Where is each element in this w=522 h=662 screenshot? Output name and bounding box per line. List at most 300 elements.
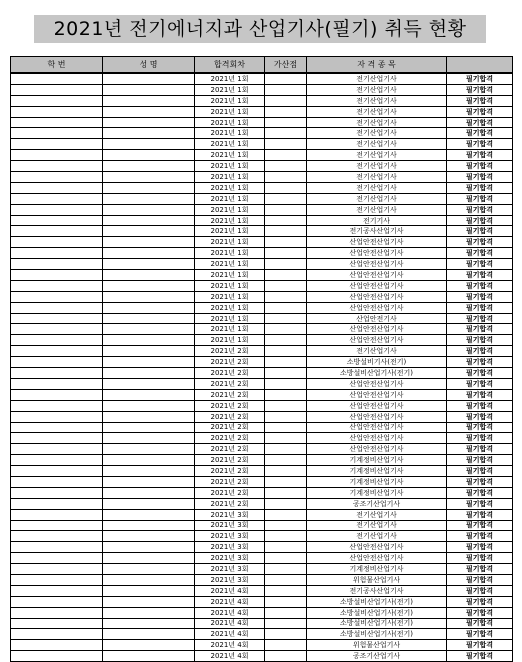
- status-cell: 필기합격: [447, 204, 513, 215]
- round-cell: 2021년 1회: [195, 324, 265, 335]
- name-cell: [103, 161, 195, 172]
- name-cell: [103, 324, 195, 335]
- status-cell: 필기합격: [447, 509, 513, 520]
- status-cell: 필기합격: [447, 248, 513, 259]
- bonus-cell: [265, 291, 307, 302]
- qualification-cell: 위험물산업기사: [307, 574, 447, 585]
- bonus-cell: [265, 422, 307, 433]
- qualification-cell: 공조기산업기사: [307, 651, 447, 662]
- status-cell: 필기합격: [447, 553, 513, 564]
- status-cell: 필기합격: [447, 378, 513, 389]
- qualification-cell: 기계정비산업기사: [307, 476, 447, 487]
- name-cell: [103, 150, 195, 161]
- status-cell: 필기합격: [447, 117, 513, 128]
- name-cell: [103, 389, 195, 400]
- bonus-cell: [265, 607, 307, 618]
- round-cell: 2021년 1회: [195, 335, 265, 346]
- student-id-cell: [11, 618, 103, 629]
- qualification-cell: 산업안전산업기사: [307, 248, 447, 259]
- student-id-cell: [11, 193, 103, 204]
- qualification-cell: 산업안전산업기사: [307, 335, 447, 346]
- bonus-cell: [265, 161, 307, 172]
- student-id-cell: [11, 150, 103, 161]
- student-id-cell: [11, 128, 103, 139]
- table-row: [11, 128, 513, 139]
- bonus-cell: [265, 182, 307, 193]
- bonus-cell: [265, 346, 307, 357]
- qualification-cell: 전기산업기사: [307, 182, 447, 193]
- round-cell: 2021년 4회: [195, 618, 265, 629]
- table-row: [11, 193, 513, 204]
- qualification-cell: 산업안전산업기사: [307, 324, 447, 335]
- bonus-cell: [265, 226, 307, 237]
- table-row: [11, 585, 513, 596]
- student-id-cell: [11, 324, 103, 335]
- round-cell: 2021년 1회: [195, 117, 265, 128]
- student-id-cell: [11, 411, 103, 422]
- qualification-cell: 전기산업기사: [307, 95, 447, 106]
- bonus-cell: [265, 487, 307, 498]
- bonus-cell: [265, 324, 307, 335]
- bonus-cell: [265, 520, 307, 531]
- student-id-cell: [11, 509, 103, 520]
- round-cell: 2021년 1회: [195, 248, 265, 259]
- table-row: [11, 150, 513, 161]
- table-row: [11, 161, 513, 172]
- qualification-cell: 소방설비산업기사(전기): [307, 629, 447, 640]
- bonus-cell: [265, 106, 307, 117]
- status-cell: 필기합격: [447, 574, 513, 585]
- bonus-cell: [265, 313, 307, 324]
- bonus-cell: [265, 172, 307, 183]
- round-cell: 2021년 1회: [195, 84, 265, 95]
- header-qualification: 자 격 종 목: [307, 57, 447, 74]
- name-cell: [103, 302, 195, 313]
- bonus-cell: [265, 455, 307, 466]
- qualification-cell: 위험물산업기사: [307, 640, 447, 651]
- name-cell: [103, 368, 195, 379]
- name-cell: [103, 564, 195, 575]
- status-cell: 필기합격: [447, 422, 513, 433]
- header-status: [447, 57, 513, 74]
- status-cell: 필기합격: [447, 161, 513, 172]
- round-cell: 2021년 4회: [195, 651, 265, 662]
- qualification-cell: 산업안전산업기사: [307, 378, 447, 389]
- bonus-cell: [265, 302, 307, 313]
- status-cell: 필기합격: [447, 280, 513, 291]
- round-cell: 2021년 2회: [195, 444, 265, 455]
- name-cell: [103, 204, 195, 215]
- qualification-cell: 소방설비산업기사(전기): [307, 368, 447, 379]
- round-cell: 2021년 1회: [195, 106, 265, 117]
- table-row: [11, 607, 513, 618]
- round-cell: 2021년 1회: [195, 161, 265, 172]
- student-id-cell: [11, 466, 103, 477]
- bonus-cell: [265, 466, 307, 477]
- bonus-cell: [265, 531, 307, 542]
- name-cell: [103, 84, 195, 95]
- status-cell: 필기합격: [447, 139, 513, 150]
- bonus-cell: [265, 596, 307, 607]
- status-cell: 필기합격: [447, 84, 513, 95]
- name-cell: [103, 422, 195, 433]
- qualification-cell: 산업안전산업기사: [307, 422, 447, 433]
- bonus-cell: [265, 411, 307, 422]
- status-cell: 필기합격: [447, 455, 513, 466]
- student-id-cell: [11, 106, 103, 117]
- name-cell: [103, 313, 195, 324]
- status-cell: 필기합격: [447, 607, 513, 618]
- qualification-cell: 전기산업기사: [307, 106, 447, 117]
- qualification-cell: 산업안전산업기사: [307, 542, 447, 553]
- header-student-id: 학 번: [11, 57, 103, 74]
- qualification-cell: 산업안전산업기사: [307, 411, 447, 422]
- round-cell: 2021년 1회: [195, 128, 265, 139]
- table-row: [11, 357, 513, 368]
- name-cell: [103, 357, 195, 368]
- table-row: [11, 596, 513, 607]
- header-name: 성 명: [103, 57, 195, 74]
- round-cell: 2021년 1회: [195, 302, 265, 313]
- round-cell: 2021년 1회: [195, 204, 265, 215]
- name-cell: [103, 117, 195, 128]
- status-cell: 필기합격: [447, 476, 513, 487]
- qualification-cell: 기계정비산업기사: [307, 487, 447, 498]
- table-row: [11, 531, 513, 542]
- name-cell: [103, 509, 195, 520]
- bonus-cell: [265, 618, 307, 629]
- student-id-cell: [11, 629, 103, 640]
- name-cell: [103, 487, 195, 498]
- student-id-cell: [11, 346, 103, 357]
- status-cell: 필기합격: [447, 433, 513, 444]
- status-cell: 필기합격: [447, 651, 513, 662]
- qualification-cell: 전기산업기사: [307, 73, 447, 84]
- student-id-cell: [11, 542, 103, 553]
- bonus-cell: [265, 259, 307, 270]
- status-cell: 필기합격: [447, 324, 513, 335]
- student-id-cell: [11, 84, 103, 95]
- qualification-cell: 전기산업기사: [307, 117, 447, 128]
- status-cell: 필기합격: [447, 313, 513, 324]
- round-cell: 2021년 2회: [195, 466, 265, 477]
- table-row: [11, 618, 513, 629]
- qualification-cell: 소방설비기사(전기): [307, 357, 447, 368]
- name-cell: [103, 411, 195, 422]
- round-cell: 2021년 3회: [195, 574, 265, 585]
- qualification-cell: 전기산업기사: [307, 150, 447, 161]
- bonus-cell: [265, 84, 307, 95]
- round-cell: 2021년 2회: [195, 422, 265, 433]
- name-cell: [103, 226, 195, 237]
- qualification-cell: 소방설비산업기사(전기): [307, 596, 447, 607]
- table-row: [11, 444, 513, 455]
- round-cell: 2021년 2회: [195, 346, 265, 357]
- round-cell: 2021년 3회: [195, 509, 265, 520]
- table-row: [11, 324, 513, 335]
- qualification-cell: 산업안전산업기사: [307, 291, 447, 302]
- round-cell: 2021년 1회: [195, 193, 265, 204]
- round-cell: 2021년 1회: [195, 280, 265, 291]
- qualification-cell: 산업안전산업기사: [307, 433, 447, 444]
- status-cell: 필기합격: [447, 618, 513, 629]
- name-cell: [103, 466, 195, 477]
- table-row: [11, 520, 513, 531]
- name-cell: [103, 455, 195, 466]
- student-id-cell: [11, 182, 103, 193]
- table-row: [11, 346, 513, 357]
- table-row: [11, 117, 513, 128]
- table-row: [11, 73, 513, 84]
- qualification-cell: 전기산업기사: [307, 139, 447, 150]
- qualification-cell: 소방설비산업기사(전기): [307, 618, 447, 629]
- student-id-cell: [11, 161, 103, 172]
- table-row: [11, 95, 513, 106]
- name-cell: [103, 346, 195, 357]
- bonus-cell: [265, 237, 307, 248]
- student-id-cell: [11, 204, 103, 215]
- bonus-cell: [265, 629, 307, 640]
- bonus-cell: [265, 357, 307, 368]
- bonus-cell: [265, 139, 307, 150]
- round-cell: 2021년 4회: [195, 596, 265, 607]
- name-cell: [103, 433, 195, 444]
- name-cell: [103, 95, 195, 106]
- student-id-cell: [11, 302, 103, 313]
- bonus-cell: [265, 73, 307, 84]
- table-row: [11, 84, 513, 95]
- name-cell: [103, 498, 195, 509]
- table-row: [11, 466, 513, 477]
- qualification-cell: 전기산업기사: [307, 128, 447, 139]
- name-cell: [103, 444, 195, 455]
- qualification-cell: 기계정비산업기사: [307, 455, 447, 466]
- table-row: [11, 368, 513, 379]
- status-cell: 필기합격: [447, 128, 513, 139]
- qualification-cell: 전기공사산업기사: [307, 585, 447, 596]
- student-id-cell: [11, 564, 103, 575]
- student-id-cell: [11, 270, 103, 281]
- round-cell: 2021년 2회: [195, 378, 265, 389]
- bonus-cell: [265, 400, 307, 411]
- qualification-cell: 전기산업기사: [307, 520, 447, 531]
- student-id-cell: [11, 172, 103, 183]
- student-id-cell: [11, 531, 103, 542]
- bonus-cell: [265, 651, 307, 662]
- name-cell: [103, 280, 195, 291]
- bonus-cell: [265, 433, 307, 444]
- qualification-cell: 산업안전산업기사: [307, 302, 447, 313]
- status-cell: 필기합격: [447, 520, 513, 531]
- name-cell: [103, 607, 195, 618]
- student-id-cell: [11, 640, 103, 651]
- qualification-cell: 전기산업기사: [307, 509, 447, 520]
- bonus-cell: [265, 476, 307, 487]
- name-cell: [103, 128, 195, 139]
- name-cell: [103, 335, 195, 346]
- qualification-cell: 기계정비산업기사: [307, 564, 447, 575]
- qualification-cell: 전기산업기사: [307, 531, 447, 542]
- status-cell: 필기합격: [447, 302, 513, 313]
- qualification-cell: 소방설비산업기사(전기): [307, 607, 447, 618]
- student-id-cell: [11, 596, 103, 607]
- qualification-cell: 전기산업기사: [307, 346, 447, 357]
- name-cell: [103, 531, 195, 542]
- status-cell: 필기합격: [447, 640, 513, 651]
- status-cell: 필기합격: [447, 335, 513, 346]
- name-cell: [103, 651, 195, 662]
- status-cell: 필기합격: [447, 487, 513, 498]
- student-id-cell: [11, 400, 103, 411]
- table-row: [11, 433, 513, 444]
- student-id-cell: [11, 357, 103, 368]
- student-id-cell: [11, 215, 103, 226]
- round-cell: 2021년 1회: [195, 172, 265, 183]
- round-cell: 2021년 3회: [195, 531, 265, 542]
- round-cell: 2021년 1회: [195, 73, 265, 84]
- round-cell: 2021년 2회: [195, 400, 265, 411]
- name-cell: [103, 400, 195, 411]
- bonus-cell: [265, 215, 307, 226]
- bonus-cell: [265, 378, 307, 389]
- table-row: [11, 313, 513, 324]
- status-cell: 필기합격: [447, 259, 513, 270]
- name-cell: [103, 476, 195, 487]
- student-id-cell: [11, 498, 103, 509]
- table-row: [11, 280, 513, 291]
- name-cell: [103, 270, 195, 281]
- student-id-cell: [11, 651, 103, 662]
- table-row: [11, 182, 513, 193]
- bonus-cell: [265, 270, 307, 281]
- student-id-cell: [11, 259, 103, 270]
- table-row: [11, 629, 513, 640]
- name-cell: [103, 182, 195, 193]
- bonus-cell: [265, 193, 307, 204]
- qualification-cell: 산업안전기사: [307, 313, 447, 324]
- qualification-cell: 전기기사: [307, 215, 447, 226]
- student-id-cell: [11, 444, 103, 455]
- student-id-cell: [11, 574, 103, 585]
- bonus-cell: [265, 368, 307, 379]
- table-row: [11, 259, 513, 270]
- round-cell: 2021년 2회: [195, 476, 265, 487]
- bonus-cell: [265, 95, 307, 106]
- round-cell: 2021년 3회: [195, 542, 265, 553]
- document-title: 2021년 전기에너지과 산업기사(필기) 취득 현황: [34, 15, 486, 43]
- status-cell: 필기합격: [447, 106, 513, 117]
- bonus-cell: [265, 553, 307, 564]
- bonus-cell: [265, 248, 307, 259]
- bonus-cell: [265, 585, 307, 596]
- name-cell: [103, 574, 195, 585]
- round-cell: 2021년 2회: [195, 498, 265, 509]
- status-cell: 필기합격: [447, 193, 513, 204]
- table-row: [11, 378, 513, 389]
- round-cell: 2021년 1회: [195, 237, 265, 248]
- table-row: [11, 564, 513, 575]
- table-row: [11, 237, 513, 248]
- status-cell: 필기합격: [447, 182, 513, 193]
- bonus-cell: [265, 150, 307, 161]
- status-cell: 필기합격: [447, 629, 513, 640]
- student-id-cell: [11, 378, 103, 389]
- status-cell: 필기합격: [447, 531, 513, 542]
- student-id-cell: [11, 335, 103, 346]
- bonus-cell: [265, 564, 307, 575]
- bonus-cell: [265, 117, 307, 128]
- table-row: [11, 498, 513, 509]
- student-id-cell: [11, 433, 103, 444]
- table-row: [11, 553, 513, 564]
- student-id-cell: [11, 476, 103, 487]
- qualification-cell: 산업안전산업기사: [307, 259, 447, 270]
- status-cell: 필기합격: [447, 270, 513, 281]
- status-cell: 필기합격: [447, 564, 513, 575]
- student-id-cell: [11, 139, 103, 150]
- student-id-cell: [11, 520, 103, 531]
- round-cell: 2021년 1회: [195, 95, 265, 106]
- status-cell: 필기합격: [447, 150, 513, 161]
- status-cell: 필기합격: [447, 498, 513, 509]
- table-row: [11, 204, 513, 215]
- bonus-cell: [265, 444, 307, 455]
- student-id-cell: [11, 226, 103, 237]
- bonus-cell: [265, 335, 307, 346]
- table-row: [11, 476, 513, 487]
- table-row: [11, 139, 513, 150]
- student-id-cell: [11, 553, 103, 564]
- status-cell: 필기합격: [447, 215, 513, 226]
- name-cell: [103, 193, 195, 204]
- name-cell: [103, 585, 195, 596]
- qualification-cell: 공조기산업기사: [307, 498, 447, 509]
- student-id-cell: [11, 280, 103, 291]
- round-cell: 2021년 2회: [195, 433, 265, 444]
- qualification-cell: 기계정비산업기사: [307, 466, 447, 477]
- status-cell: 필기합격: [447, 73, 513, 84]
- name-cell: [103, 618, 195, 629]
- student-id-cell: [11, 368, 103, 379]
- table-row: [11, 106, 513, 117]
- round-cell: 2021년 4회: [195, 607, 265, 618]
- round-cell: 2021년 1회: [195, 259, 265, 270]
- qualification-cell: 산업안전산업기사: [307, 280, 447, 291]
- table-row: [11, 172, 513, 183]
- round-cell: 2021년 1회: [195, 139, 265, 150]
- name-cell: [103, 553, 195, 564]
- round-cell: 2021년 1회: [195, 291, 265, 302]
- round-cell: 2021년 4회: [195, 629, 265, 640]
- status-cell: 필기합격: [447, 389, 513, 400]
- name-cell: [103, 378, 195, 389]
- table-row: [11, 455, 513, 466]
- name-cell: [103, 542, 195, 553]
- bonus-cell: [265, 280, 307, 291]
- name-cell: [103, 629, 195, 640]
- status-cell: 필기합격: [447, 444, 513, 455]
- qualification-cell: 산업안전산업기사: [307, 444, 447, 455]
- table-row: [11, 291, 513, 302]
- round-cell: 2021년 1회: [195, 270, 265, 281]
- status-cell: 필기합격: [447, 346, 513, 357]
- qualification-cell: 산업안전산업기사: [307, 237, 447, 248]
- round-cell: 2021년 4회: [195, 640, 265, 651]
- round-cell: 2021년 1회: [195, 226, 265, 237]
- name-cell: [103, 139, 195, 150]
- table-row: [11, 302, 513, 313]
- round-cell: 2021년 2회: [195, 368, 265, 379]
